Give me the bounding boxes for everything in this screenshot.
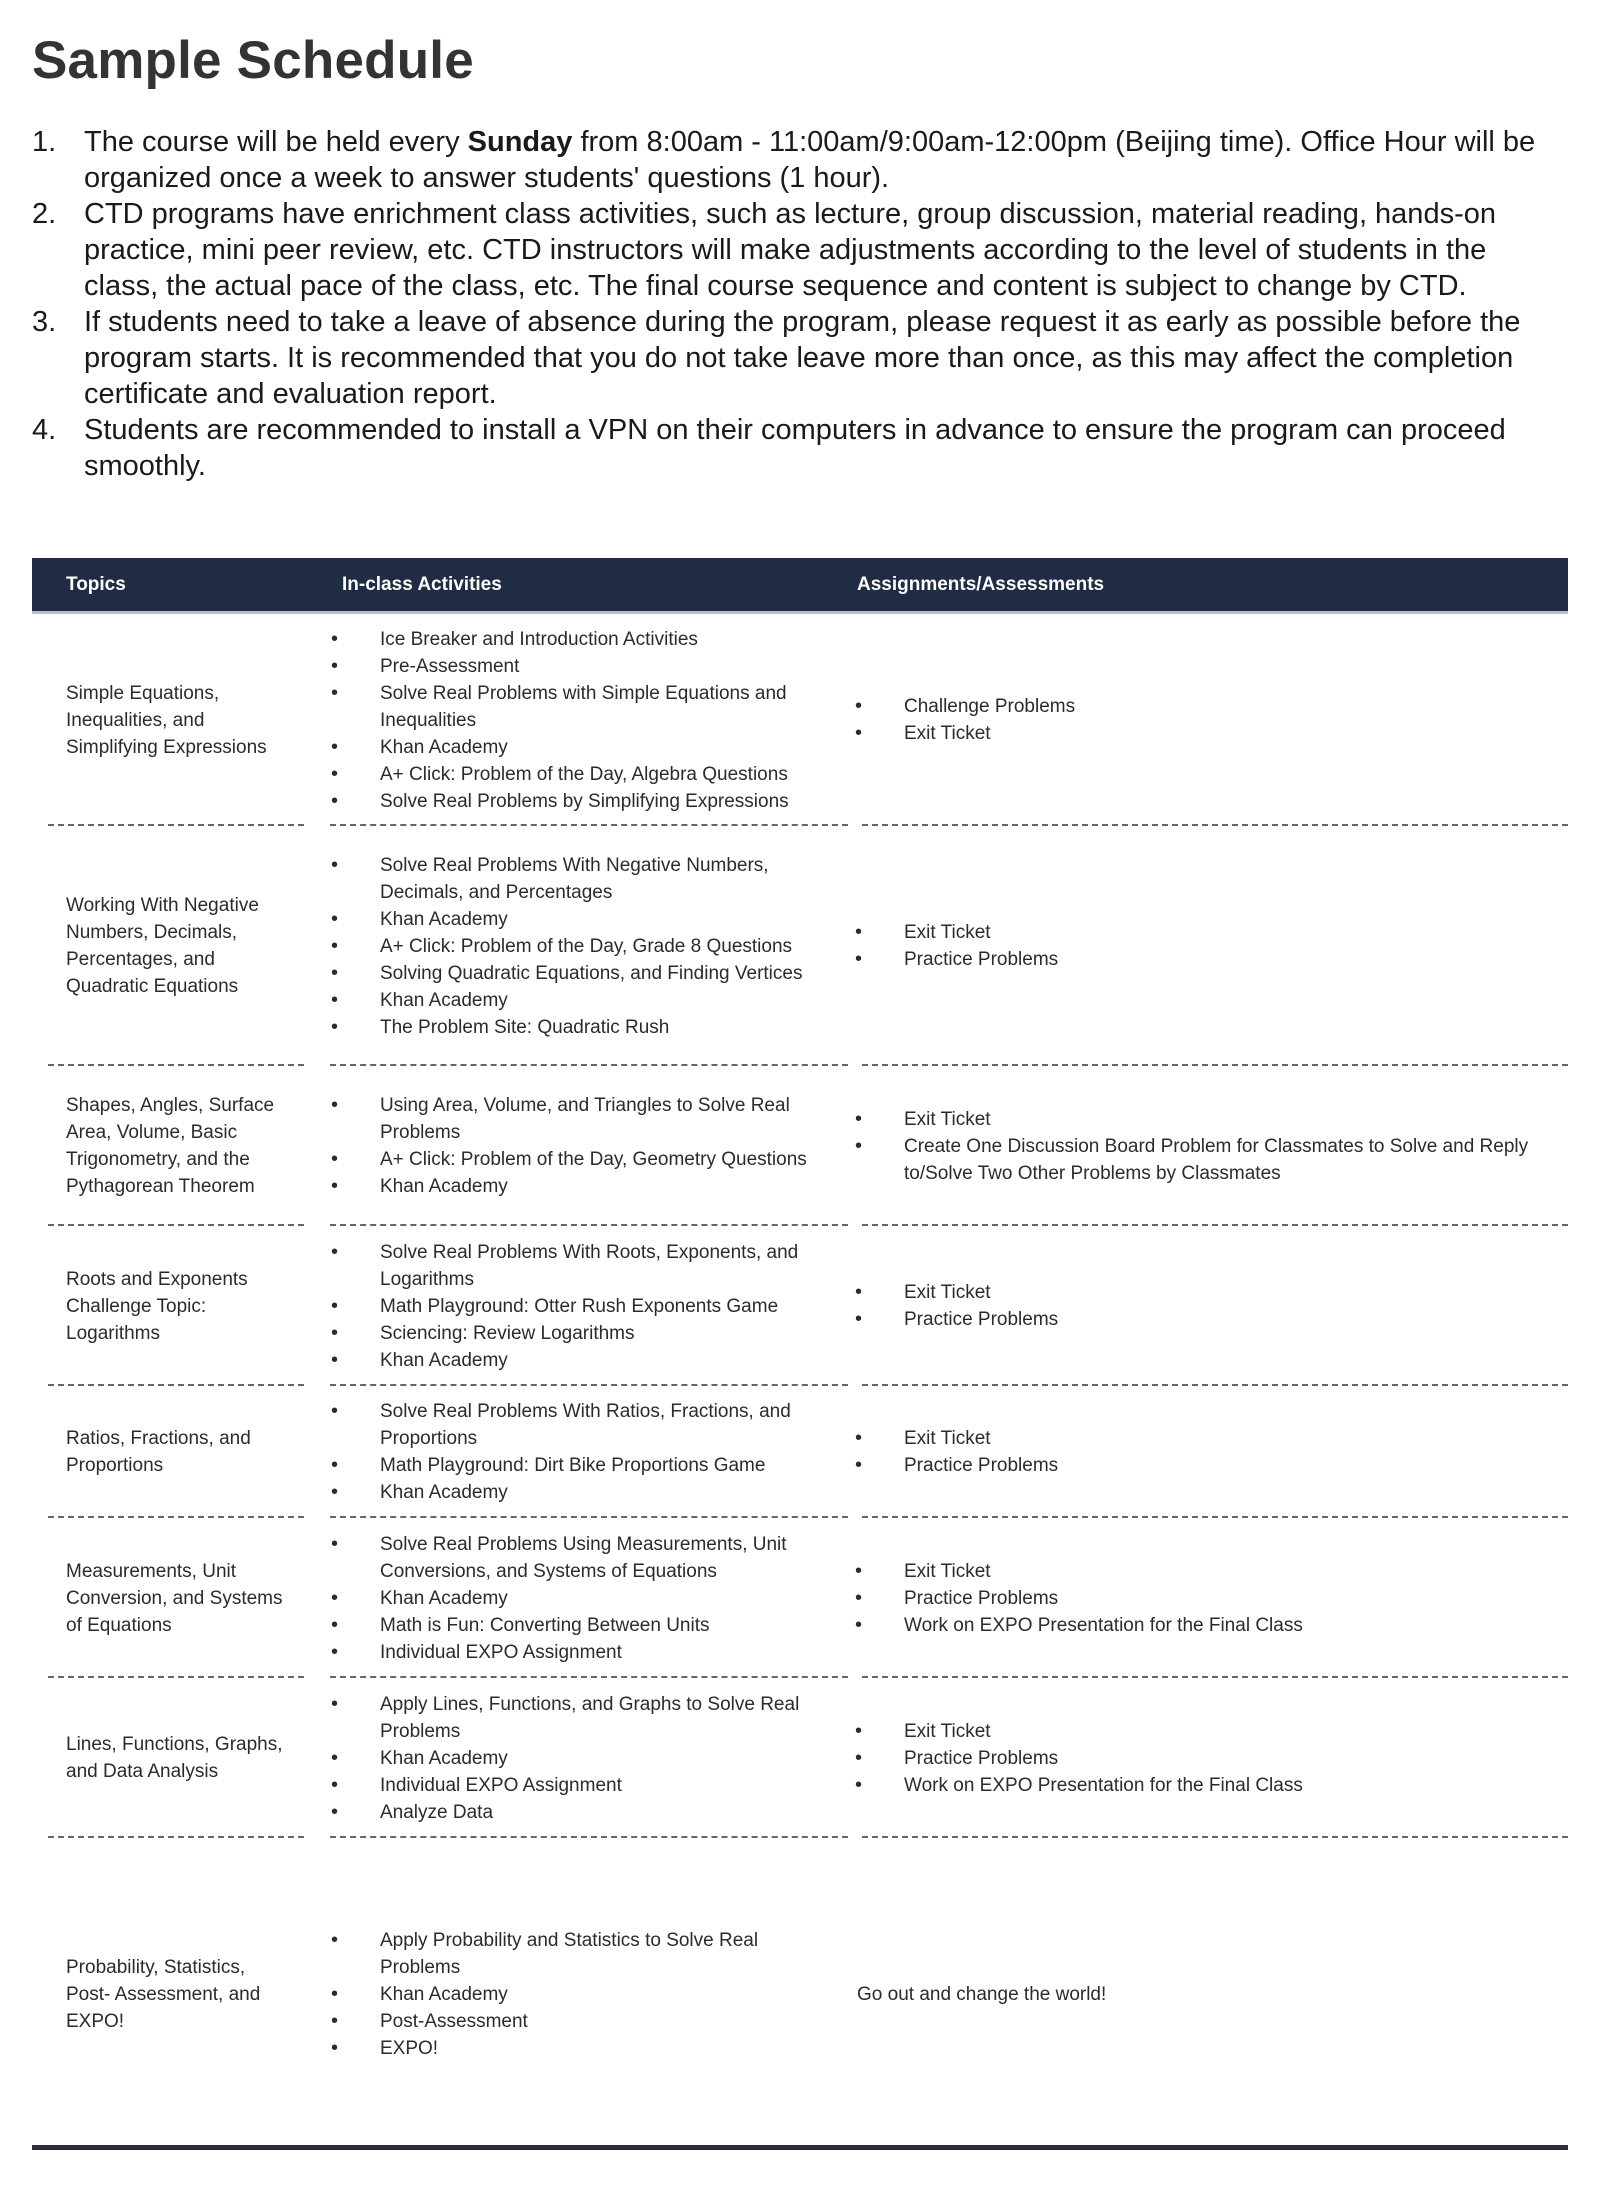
activity-item: • Solving Quadratic Equations, and Finding Vertices	[325, 960, 821, 987]
activity-item: • A+ Click: Problem of the Day, Algebra Questions	[325, 761, 821, 788]
note-text: If students need to take a leave of absence during the program, please request it as early as possible before the program starts. It is recommended that you do not take leave more than once, as this may affect the completion certificate and evaluation report.	[84, 306, 1521, 410]
activity-item: • Pre-Assessment	[325, 653, 821, 680]
assignments-list	[849, 693, 1558, 747]
activities-list	[325, 1092, 821, 1200]
table-row	[32, 614, 1568, 826]
activity-item: • Analyze Data	[325, 1799, 821, 1826]
assignment-item: • Work on EXPO Presentation for the Final Class	[849, 1772, 1558, 1799]
activities-list	[325, 852, 821, 1041]
activity-item: • Post-Assessment	[325, 2008, 821, 2035]
activity-item: • Solve Real Problems by Simplifying Expressions	[325, 788, 821, 815]
table-row	[32, 1838, 1568, 2150]
assignments-list	[849, 919, 1558, 973]
assignment-item: • Exit Ticket	[849, 1718, 1558, 1745]
assignments-list	[849, 1279, 1558, 1333]
note-item	[32, 304, 1562, 412]
activity-item: • Solve Real Problems With Negative Numbers, Decimals, and Percentages	[325, 852, 821, 906]
assignments-cell	[831, 693, 1568, 747]
assignments-cell	[831, 1106, 1568, 1187]
assignments-list	[849, 1718, 1558, 1799]
page-title: Sample Schedule	[32, 31, 474, 90]
activities-cell	[307, 626, 831, 815]
activity-item: • Khan Academy	[325, 1745, 821, 1772]
activity-item: • The Problem Site: Quadratic Rush	[325, 1014, 821, 1041]
note-number: 3.	[32, 306, 57, 338]
assignments-cell	[831, 1981, 1568, 2008]
assignments-cell	[831, 1279, 1568, 1333]
activity-item: • Individual EXPO Assignment	[325, 1772, 821, 1799]
topic-cell: Working With Negative Numbers, Decimals, Percentages, and Quadratic Equations	[66, 895, 259, 997]
activities-list	[325, 1927, 821, 2062]
activity-item: • Ice Breaker and Introduction Activities	[325, 626, 821, 653]
activity-item: • Sciencing: Review Logarithms	[325, 1320, 821, 1347]
assignment-item: • Exit Ticket	[849, 720, 1558, 747]
table-row	[32, 1518, 1568, 1678]
table-row	[32, 826, 1568, 1066]
table-row	[32, 1678, 1568, 1838]
topic-cell: Lines, Functions, Graphs, and Data Analysis	[66, 1734, 283, 1782]
note-item	[32, 412, 1562, 484]
activity-item: • Khan Academy	[325, 734, 821, 761]
table-row	[32, 1066, 1568, 1226]
topic-cell: Ratios, Fractions, and Proportions	[66, 1428, 251, 1476]
topic-cell: Measurements, Unit Conversion, and Systems of Equations	[66, 1560, 283, 1636]
topic-cell: Roots and Exponents Challenge Topic: Logarithms	[66, 1268, 248, 1344]
note-text: Students are recommended to install a VPN on their computers in advance to ensure the program can proceed smoothly.	[84, 414, 1506, 482]
table-row	[32, 1226, 1568, 1386]
activities-list	[325, 1531, 821, 1666]
activity-item: • Apply Probability and Statistics to Solve Real Problems	[325, 1927, 821, 1981]
note-number: 1.	[32, 126, 57, 158]
topic-cell: Shapes, Angles, Surface Area, Volume, Basic Trigonometry, and the Pythagorean Theorem	[66, 1095, 275, 1197]
assignment-item: • Exit Ticket	[849, 1425, 1558, 1452]
note-text: CTD programs have enrichment class activities, such as lecture, group discussion, material reading, hands-on practice, mini peer review, etc. CTD instructors will make adjustments according to the level of students in the class, the actual pace of the class, etc. The final course sequence and content is subject to change by CTD.	[84, 198, 1496, 302]
table-header	[32, 558, 1568, 614]
note-text-start: The course will be held every	[84, 126, 468, 158]
assignment-item: • Practice Problems	[849, 1585, 1558, 1612]
header-assignments: Assignments/Assessments	[857, 573, 1105, 595]
activity-item: • Khan Academy	[325, 987, 821, 1014]
schedule-table	[32, 558, 1568, 2150]
assignment-item: • Challenge Problems	[849, 693, 1558, 720]
activities-list	[325, 1398, 821, 1506]
activity-item: • Apply Lines, Functions, and Graphs to Solve Real Problems	[325, 1691, 821, 1745]
activity-item: • Math is Fun: Converting Between Units	[325, 1612, 821, 1639]
activity-item: • A+ Click: Problem of the Day, Geometry Questions	[325, 1146, 821, 1173]
activities-list	[325, 1239, 821, 1374]
assignment-item: • Practice Problems	[849, 1306, 1558, 1333]
note-text-end: from 8:00am - 11:00am/9:00am-12:00pm (Beijing time). Office Hour will be organized once a week to answer students' questions (1 hour).	[84, 126, 1536, 194]
table-row	[32, 1386, 1568, 1518]
note-number: 2.	[32, 198, 57, 230]
activities-cell	[307, 852, 831, 1041]
activity-item: • Solve Real Problems with Simple Equations and Inequalities	[325, 680, 821, 734]
activities-list	[325, 626, 821, 815]
header-topics: Topics	[66, 573, 126, 595]
activity-item: • Khan Academy	[325, 1585, 821, 1612]
activity-item: • A+ Click: Problem of the Day, Grade 8 Questions	[325, 933, 821, 960]
activity-item: • Khan Academy	[325, 1479, 821, 1506]
assignment-item: • Exit Ticket	[849, 1279, 1558, 1306]
assignments-cell	[831, 1718, 1568, 1799]
assignments-list	[849, 1558, 1558, 1639]
assignments-list	[849, 1106, 1558, 1187]
assignment-text: Go out and change the world!	[857, 1983, 1107, 2005]
course-notes-list	[32, 124, 1562, 484]
activities-cell	[307, 1927, 831, 2062]
assignment-item: • Practice Problems	[849, 1452, 1558, 1479]
activity-item: • Solve Real Problems With Ratios, Fractions, and Proportions	[325, 1398, 821, 1452]
activities-cell	[307, 1092, 831, 1200]
assignment-item: • Exit Ticket	[849, 1558, 1558, 1585]
assignment-item: • Practice Problems	[849, 946, 1558, 973]
note-text-bold: Sunday	[467, 126, 573, 158]
activity-item: • Khan Academy	[325, 1981, 821, 2008]
activities-cell	[307, 1691, 831, 1826]
activity-item: • Using Area, Volume, and Triangles to Solve Real Problems	[325, 1092, 821, 1146]
activities-cell	[307, 1239, 831, 1374]
note-number: 4.	[32, 414, 57, 446]
assignments-cell	[831, 1558, 1568, 1639]
topic-cell: Simple Equations, Inequalities, and Simplifying Expressions	[66, 682, 267, 758]
activity-item: • Khan Academy	[325, 906, 821, 933]
activity-item: • Khan Academy	[325, 1173, 821, 1200]
activity-item: • Math Playground: Dirt Bike Proportions Game	[325, 1452, 821, 1479]
assignments-cell	[831, 1425, 1568, 1479]
assignment-item: • Create One Discussion Board Problem for Classmates to Solve and Reply to/Solve Two Other Problems by Classmates	[849, 1133, 1558, 1187]
activity-item: • Individual EXPO Assignment	[325, 1639, 821, 1666]
note-item	[32, 124, 1562, 196]
table-body	[32, 614, 1568, 2150]
assignments-cell	[831, 919, 1568, 973]
assignment-item: • Exit Ticket	[849, 919, 1558, 946]
note-item	[32, 196, 1562, 304]
activities-list	[325, 1691, 821, 1826]
topic-cell: Probability, Statistics, Post- Assessment, and EXPO!	[66, 1956, 261, 2032]
assignments-list	[849, 1425, 1558, 1479]
assignment-item: • Work on EXPO Presentation for the Final Class	[849, 1612, 1558, 1639]
activity-item: • Math Playground: Otter Rush Exponents Game	[325, 1293, 821, 1320]
activities-cell	[307, 1398, 831, 1506]
assignment-item: • Practice Problems	[849, 1745, 1558, 1772]
activity-item: • Solve Real Problems With Roots, Exponents, and Logarithms	[325, 1239, 821, 1293]
activity-item: • Solve Real Problems Using Measurements, Unit Conversions, and Systems of Equations	[325, 1531, 821, 1585]
activity-item: • EXPO!	[325, 2035, 821, 2062]
header-activities: In-class Activities	[342, 573, 502, 595]
activity-item: • Khan Academy	[325, 1347, 821, 1374]
activities-cell	[307, 1531, 831, 1666]
assignment-item: • Exit Ticket	[849, 1106, 1558, 1133]
bottom-divider	[32, 2145, 1568, 2150]
